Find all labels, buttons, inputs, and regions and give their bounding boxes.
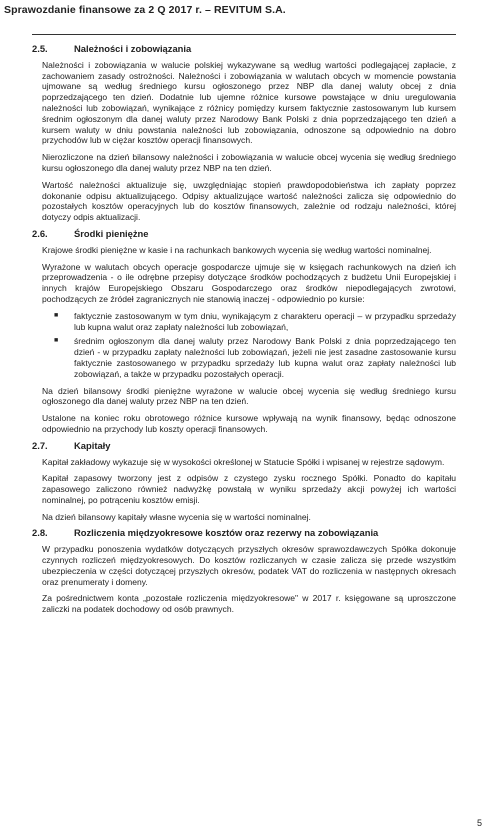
bullet-icon: ■	[54, 337, 59, 345]
list-item	[32, 336, 456, 379]
section-receivables-liabilities	[32, 44, 456, 223]
header-divider	[32, 34, 456, 35]
section-heading	[32, 441, 456, 452]
section-title: Należności i zobowiązania	[74, 43, 192, 54]
section-number: 2.6.	[32, 227, 48, 239]
paragraph: Wyrażone w walutach obcych operacje gospodarcze ujmuje się w księgach rachunkowych na dzień ich przeprowadzenia - o ile odrębne przepisy dotyczące środków pochodzących z budżetu Unii Europejskiej i innych krajów Europejskiego Obszaru Gospodarczego oraz środków niepodlegających zwrotowi, pochodzących ze źródeł zagranicznych nie stanowią inaczej - odpowiednio po kursie:	[42, 261, 456, 304]
paragraph: Należności i zobowiązania w walucie polskiej wykazywane są według wartości podlegającej zapłacie, z zachowaniem zasady ostrożności. Należności i zobowiązania w walutach obcych w momencie powstania ujmowane są według średniego kursu ogłoszonego przez NBP dla danej waluty obcej z dnia poprzedzającego ten dzień. Dodatnie lub ujemne różnice kursowe powstające w dniu uregulowania należności lub zobowiązań, wynikające z różnicy pomiędzy kursem faktycznie zastosowanym lub kursem średnim ogłoszonym dla danej waluty przez Narodowy Bank Polski z dnia poprzedzającego ten dzień a kursem waluty w dniu powstania należności lub zobowiązania, odnoszone są odpowiednio na dobro przychodów lub w ciężar kosztów operacji finansowych.	[42, 59, 456, 146]
paragraph: Krajowe środki pieniężne w kasie i na rachunkach bankowych wycenia się według wartości nominalnej.	[42, 244, 432, 255]
section-equity	[32, 441, 456, 523]
paragraph: Na dzień bilansowy kapitały własne wycenia się w wartości nominalnej.	[42, 511, 311, 522]
paragraph: Kapitał zakładowy wykazuje się w wysokości określonej w Statucie Spółki i wpisanej w rejestrze sądowym.	[42, 456, 445, 467]
list-item	[32, 311, 456, 333]
section-accruals-provisions	[32, 528, 456, 615]
section-number: 2.7.	[32, 439, 48, 451]
list-item-text: średnim ogłoszonym dla danej waluty przez Narodowy Bank Polski z dnia poprzedzającego ten dzień - w przypadku zapłaty należności lub zobowiązań, jeżeli nie jest zasadne zastosowanie kursu faktycznie zastosowanego w przypadku sprzedaży lub kupna walut oraz zapłaty należności lub zobowiązań, a także w przypadku pozostałych operacji.	[74, 336, 456, 379]
section-heading	[32, 44, 456, 55]
section-title: Środki pieniężne	[74, 227, 149, 239]
page-number: 5	[477, 818, 483, 828]
paragraph: Ustalone na koniec roku obrotowego różnice kursowe wpływają na wynik finansowy, będąc odnoszone odpowiednio na przychody lub koszty operacji finansowych.	[42, 413, 456, 434]
paragraph: Na dzień bilansowy środki pieniężne wyrażone w walucie obcej wycenia się według średniego kursu ogłoszonego dla danej waluty przez NBP na ten dzień.	[42, 385, 456, 407]
document-body	[32, 44, 456, 621]
section-title: Rozliczenia międzyokresowe kosztów oraz rezerwy na zobowiązania	[74, 527, 379, 539]
section-number: 2.8.	[32, 527, 48, 539]
paragraph: Wartość należności aktualizuje się, uwzględniając stopień prawdopodobieństwa ich zapłaty poprzez dokonanie odpisu aktualizującego. Odpisy aktualizujące wartość należności zalicza się odpowiednio do pozostałych kosztów operacyjnych lub do kosztów finansowych, zależnie od rodzaju należności, której dotyczy odpis aktualizacji.	[42, 179, 456, 223]
bullet-list	[32, 311, 456, 380]
bullet-icon: ■	[54, 311, 59, 319]
paragraph: Za pośrednictwem konta „pozostałe rozliczenia międzyokresowe" w 2017 r. księgowane są uproszczone zaliczki na podatek dochodowy od osób prawnych.	[42, 593, 456, 615]
section-heading	[32, 229, 456, 240]
paragraph: Nierozliczone na dzień bilansowy należności i zobowiązania w walucie obcej wycenia się według średniego kursu ogłoszonego dla danej waluty przez NBP na ten dzień.	[42, 152, 456, 173]
document-header-title: Sprawozdanie finansowe za 2 Q 2017 r. – REVITUM S.A.	[4, 4, 286, 16]
paragraph: Kapitał zapasowy tworzony jest z odpisów z czystego zysku rocznego Spółki. Ponadto do kapitału zapasowego zaliczono również nadwyżkę powstałą w wyniku sprzedaży akcji powyżej ich wartości nominalnej, po potrąceniu kosztów emisji.	[42, 473, 456, 505]
paragraph: W przypadku ponoszenia wydatków dotyczących przyszłych okresów sprawozdawczych Spółka dokonuje czynnych rozliczeń międzyokresowych. Do kosztów rozliczanych w czasie zalicza się przede wszystkim ubezpieczenia w części dotyczącej przyszłych okresów, podatek VAT do rozliczenia w następnych okresach oraz prenumeraty i domeny.	[42, 544, 456, 587]
section-heading	[32, 528, 456, 539]
section-cash	[32, 229, 456, 435]
section-title: Kapitały	[74, 439, 111, 451]
list-item-text: faktycznie zastosowanym w tym dniu, wynikającym z charakteru operacji – w przypadku sprzedaży lub kupna walut oraz zapłaty należności lub zobowiązań,	[74, 310, 456, 332]
section-number: 2.5.	[32, 43, 48, 54]
